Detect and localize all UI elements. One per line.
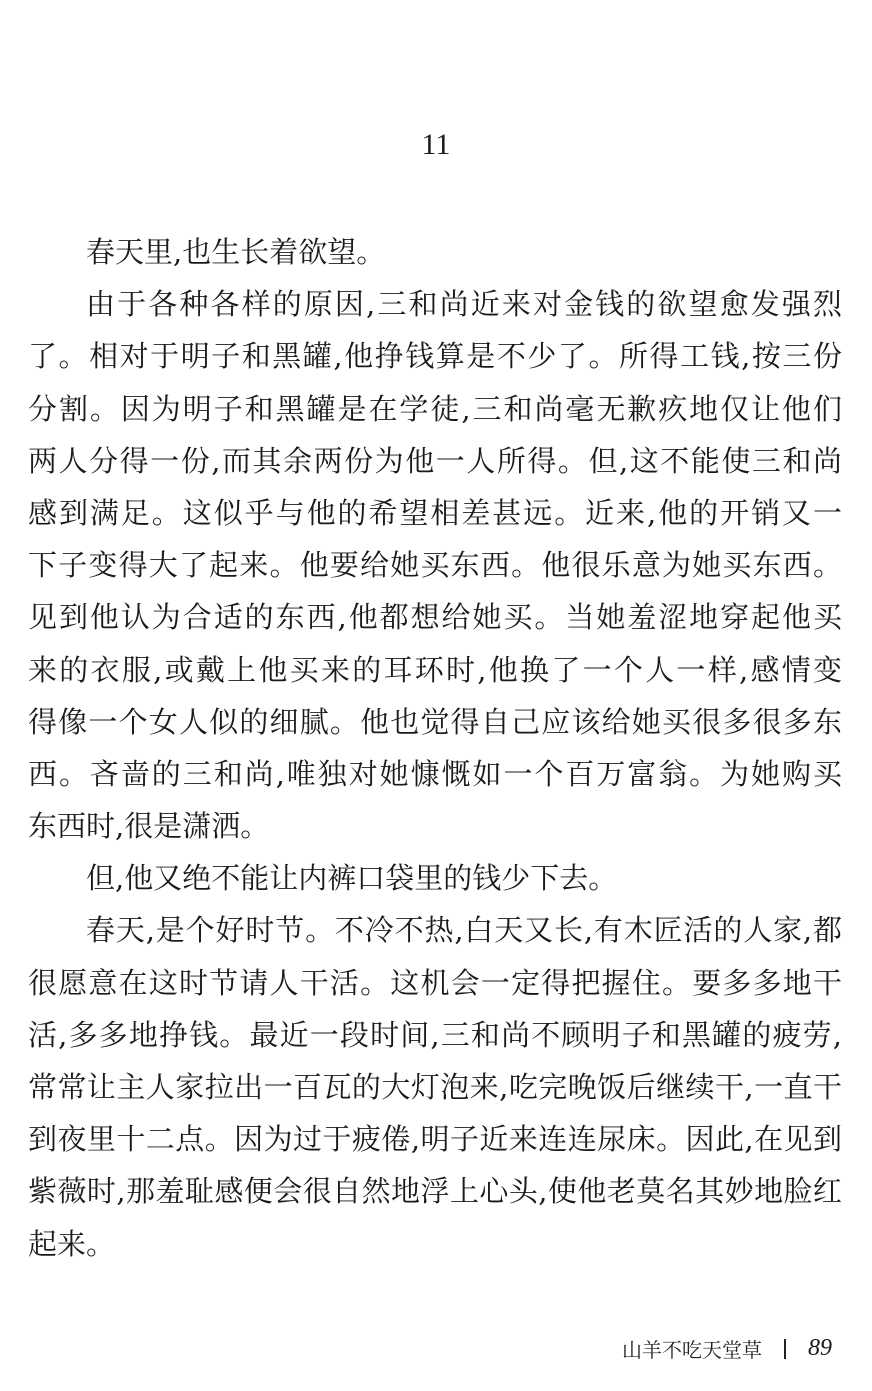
page-footer: [622, 1334, 832, 1363]
footer-divider: [784, 1339, 786, 1359]
page-number: 89: [808, 1335, 832, 1361]
text-line: 感到满足。这似乎与他的希望相差甚远。近来,他的开销又一: [28, 495, 842, 530]
text-line: 常常让主人家拉出一百瓦的大灯泡来,吃完晚饭后继续干,一直干: [28, 1070, 842, 1104]
body-text: [28, 226, 842, 1270]
text-line: 很愿意在这时节请人干活。这机会一定得把握住。要多多地干: [28, 965, 842, 1000]
text-line: 但,他又绝不能让内裤口袋里的钱少下去。: [86, 861, 618, 896]
text-line: 西。吝啬的三和尚,唯独对她慷慨如一个百万富翁。为她购买: [28, 756, 842, 791]
text-line: 见到他认为合适的东西,他都想给她买。当她羞涩地穿起他买: [28, 600, 842, 635]
chapter-number: 11: [421, 128, 451, 161]
paragraph: [28, 904, 842, 1269]
text-line: 活,多多地挣钱。最近一段时间,三和尚不顾明子和黑罐的疲劳,: [28, 1017, 842, 1052]
text-line: 到夜里十二点。因为过于疲倦,明子近来连连尿床。因此,在见到: [28, 1122, 842, 1157]
text-line: 分割。因为明子和黑罐是在学徒,三和尚毫无歉疚地仅让他们: [28, 391, 842, 426]
text-line: 东西时,很是潇洒。: [28, 809, 270, 844]
paragraph: [28, 278, 842, 852]
text-line: 来的衣服,或戴上他买来的耳环时,他换了一个人一样,感情变: [28, 652, 842, 687]
text-line: 春天,是个好时节。不冷不热,白天又长,有木匠活的人家,都: [86, 913, 842, 948]
text-line: 春天里,也生长着欲望。: [86, 235, 386, 269]
text-line: 由于各种各样的原因,三和尚近来对金钱的欲望愈发强烈: [86, 287, 842, 322]
text-line: 了。相对于明子和黑罐,他挣钱算是不少了。所得工钱,按三份: [28, 339, 842, 374]
text-line: 下子变得大了起来。他要给她买东西。他很乐意为她买东西。: [28, 548, 842, 583]
text-line: 两人分得一份,而其余两份为他一人所得。但,这不能使三和尚: [28, 443, 842, 478]
text-line: 紫薇时,那羞耻感便会很自然地浮上心头,使他老莫名其妙地脸红: [28, 1174, 842, 1209]
book-title: 山羊不吃天堂草: [622, 1340, 762, 1362]
text-line: 得像一个女人似的细腻。他也觉得自己应该给她买很多很多东: [28, 704, 842, 739]
text-line: 起来。: [28, 1226, 116, 1261]
paragraph: [28, 852, 842, 904]
paragraph: [28, 226, 842, 278]
